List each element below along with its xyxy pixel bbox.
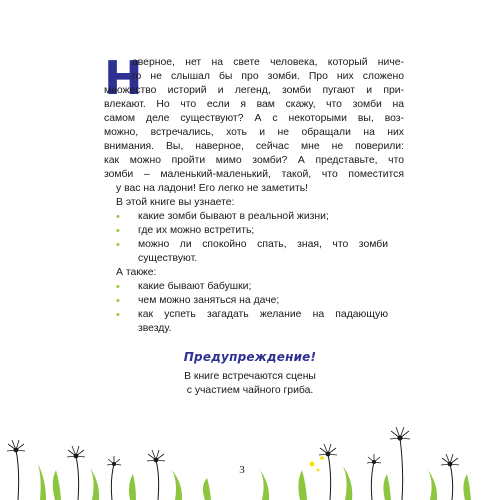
list-item: какие зомби бывают в реальной жизни; (138, 211, 329, 222)
list-title: В этой книге вы узнаете: (116, 197, 235, 208)
intro-line: влекают. Но что если я вам скажу, что зомби на (104, 99, 404, 110)
drop-cap: Н (104, 51, 143, 105)
warning-line: с участием чайного гриба. (186, 385, 314, 396)
intro-line: го не слышал бы про зомби. Про них сложено (132, 71, 404, 82)
intro-line: аверное, нет на свете человека, который ниче- (132, 57, 404, 68)
yellow-dots (310, 456, 324, 471)
dandelion-heads (7, 427, 459, 466)
page-number: 3 (239, 464, 245, 476)
list-item: можно ли спокойно спать, зная, что зомби (138, 239, 388, 250)
list-item: какие бывают бабушки; (138, 281, 252, 292)
list-item: чем можно заняться на даче; (138, 295, 280, 306)
intro-line: множество историй и легенд, зомби пугают и при- (104, 85, 404, 96)
bullet-icon: • (116, 211, 120, 223)
list-item: как успеть загадать желание на падающую (138, 309, 388, 320)
intro-line: у вас на ладони! Его легко не заметить! (116, 183, 309, 194)
intro-line: как можно пройти мимо зомби? А представьте, что (104, 155, 404, 166)
grass-blades (38, 464, 471, 500)
intro-line: внимания. Вы, наверное, сейчас мне не поверили: (104, 141, 404, 152)
intro-line: можно, встречались, хоть и не обращали на них (104, 127, 404, 138)
intro-line: зомби – маленький-маленький, такой, что поместится (104, 169, 404, 180)
bullet-icon: • (116, 239, 120, 251)
list-item: где их можно встретить; (138, 225, 255, 236)
list-title: А также: (116, 267, 157, 278)
list-item-continuation: существуют. (138, 253, 198, 264)
bullet-icon: • (116, 281, 120, 293)
grass-decoration (0, 420, 500, 500)
warning-title: Предупреждение! (183, 350, 317, 364)
intro-line: самом деле существуют? А с некоторыми вы, воз- (104, 113, 404, 124)
bullet-icon: • (116, 225, 120, 237)
bullet-icon: • (116, 309, 120, 321)
warning-line: В книге встречаются сцены (184, 371, 316, 382)
list-item-continuation: звезду. (138, 323, 172, 334)
bullet-icon: • (116, 295, 120, 307)
